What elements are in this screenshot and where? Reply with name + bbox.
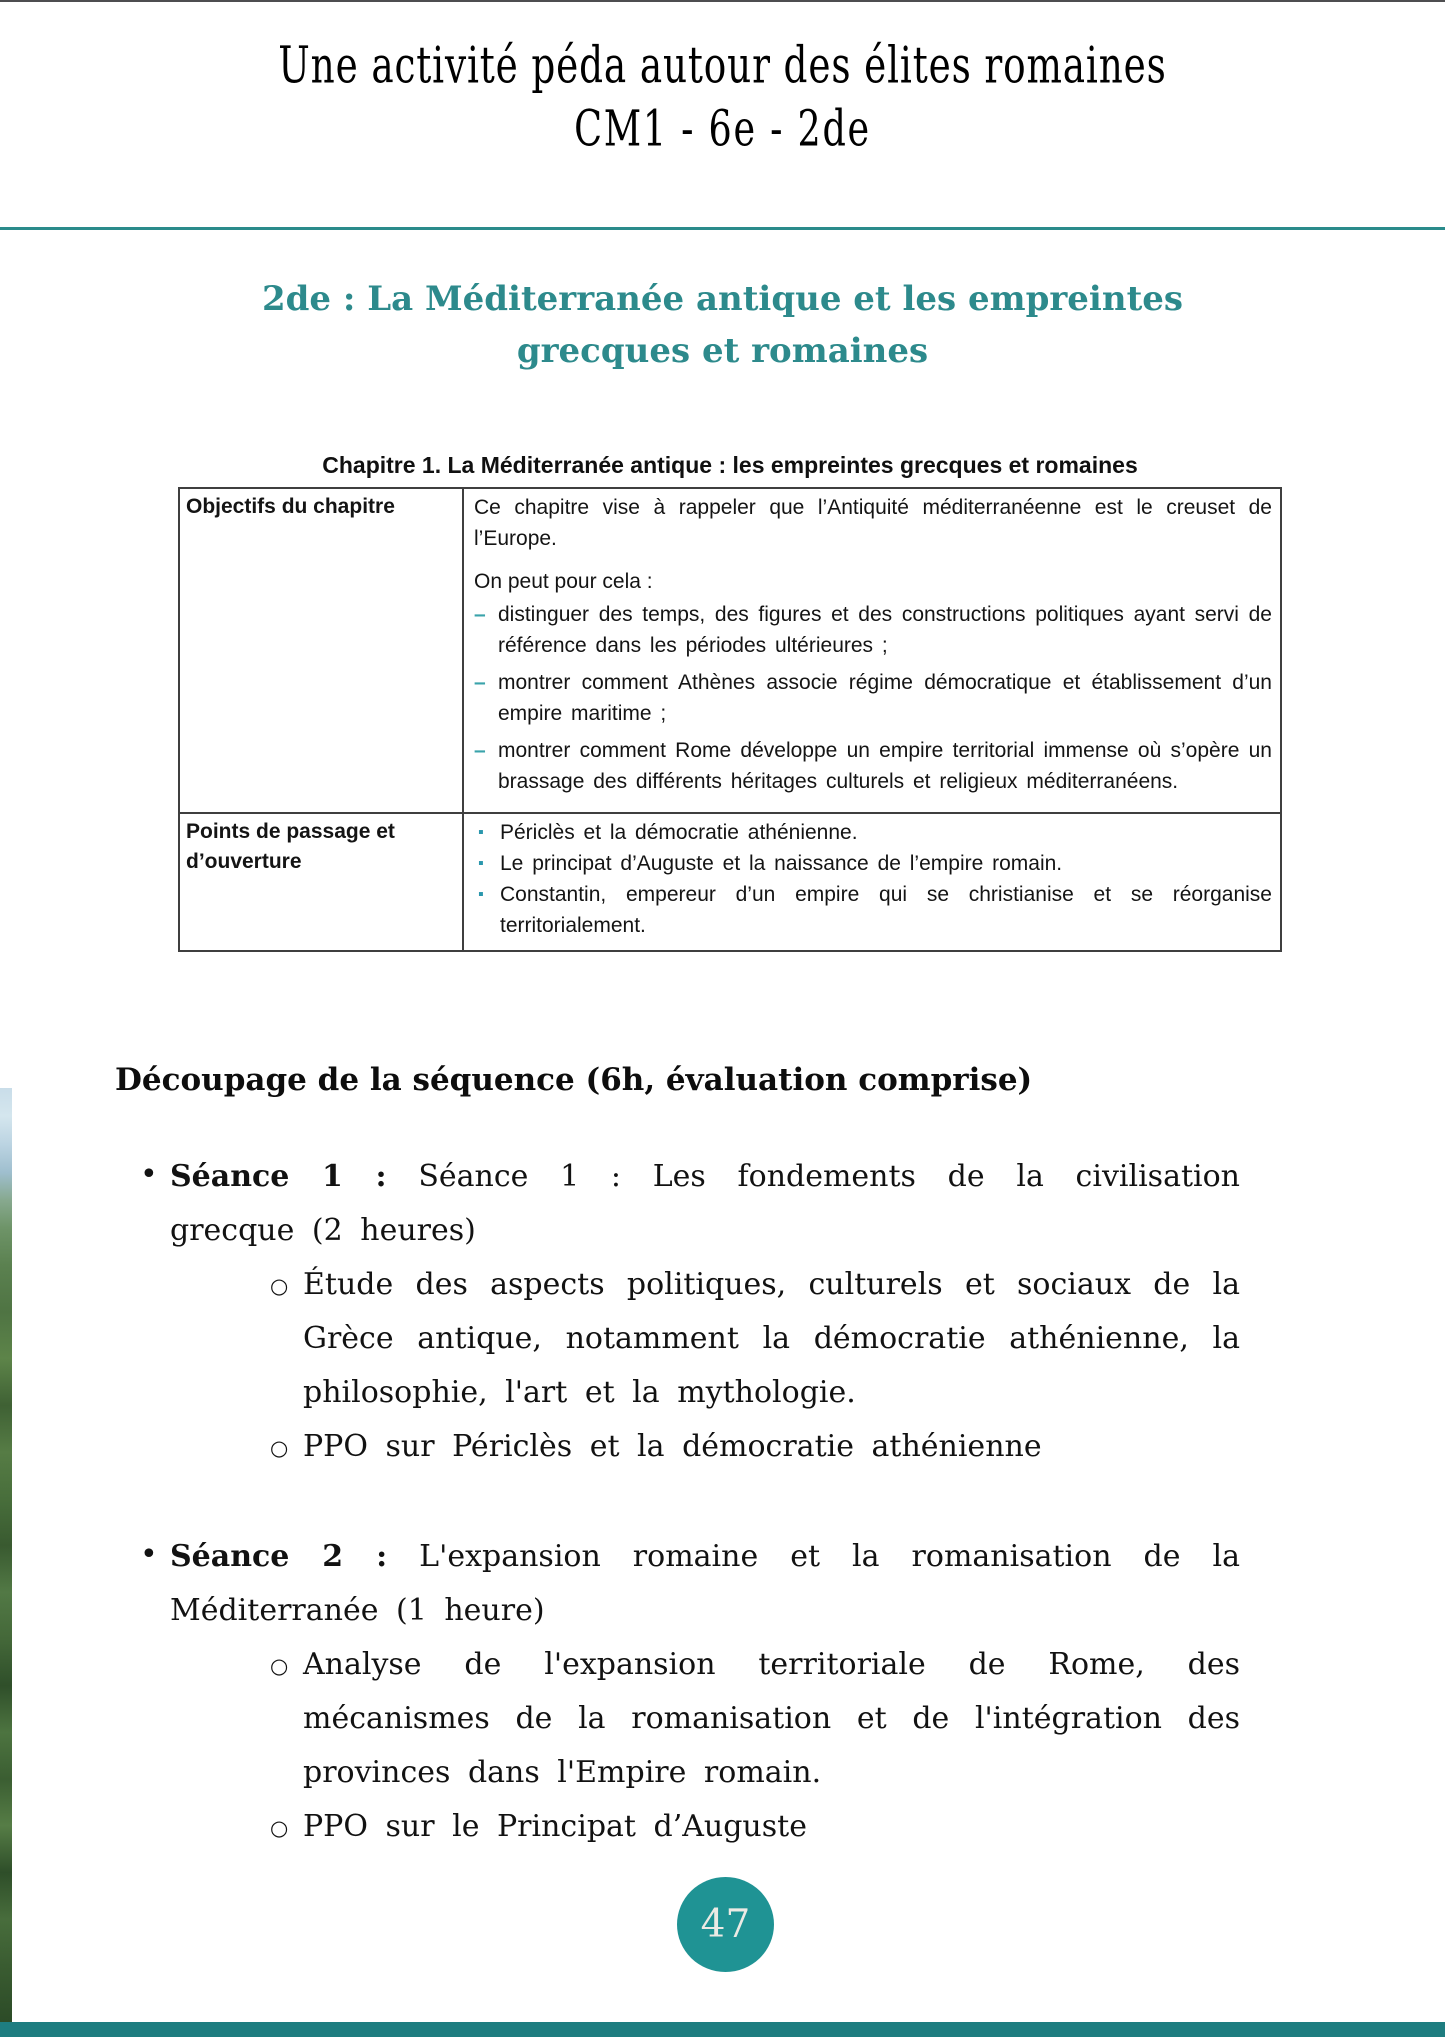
dash-item-text: montrer comment Athènes associe régime démocratique et établissement d’un empire maritime ; — [498, 671, 1272, 725]
section-heading — [0, 273, 1445, 377]
seance-2-label: Séance 2 : — [170, 1539, 388, 1574]
bullet-item-text: Le principat d’Auguste et la naissance de l’empire romain. — [500, 852, 1063, 875]
list-item — [474, 735, 1272, 797]
list-item — [474, 879, 1272, 941]
list-item — [474, 848, 1272, 879]
square-bullet-icon: ▪ — [478, 886, 484, 903]
seance-1-item — [140, 1150, 1240, 1474]
sequence-list — [140, 1150, 1240, 1854]
circle-bullet-icon: ○ — [270, 1274, 289, 1298]
subitem-text: Analyse de l'expansion territoriale de Rome, des mécanismes de la romanisation et de l'intégration des provinces dans l'Empire romain. — [303, 1647, 1240, 1790]
circle-bullet-icon: ○ — [270, 1436, 289, 1460]
square-bullet-icon: ▪ — [478, 824, 484, 841]
seance-2-sublist — [170, 1638, 1240, 1854]
seance-1-label: Séance 1 : — [170, 1159, 387, 1194]
objectifs-dash-list — [474, 599, 1272, 797]
list-item — [474, 599, 1272, 661]
page-number-badge — [677, 1877, 774, 1972]
seance-1-text: Séance 1 : Les fondements de la civilisation grecque (2 heures) — [170, 1159, 1241, 1248]
title-line-1: Une activité péda autour des élites romaines — [278, 36, 1167, 95]
document-title — [108, 34, 1336, 161]
section-heading-line-1: 2de : La Méditerranée antique et les empreintes — [261, 279, 1184, 319]
subitem-text: PPO sur Périclès et la démocratie athénienne — [303, 1429, 1042, 1464]
list-item — [270, 1638, 1240, 1800]
circle-bullet-icon: ○ — [270, 1654, 289, 1678]
dash-bullet-icon: – — [474, 739, 486, 762]
dash-item-text: distinguer des temps, des figures et des constructions politiques ayant servi de référence dans les périodes ultérieures ; — [498, 603, 1272, 657]
list-item — [270, 1800, 1240, 1854]
section-heading-line-2: grecques et romaines — [516, 331, 929, 371]
dash-bullet-icon: – — [474, 603, 486, 626]
row-content-objectifs — [463, 488, 1281, 813]
seance-1-sublist — [170, 1258, 1240, 1474]
list-item — [474, 667, 1272, 729]
row-header-points-de-passage: Points de passage et d’ouverture — [179, 813, 463, 951]
square-bullet-icon: ▪ — [478, 855, 484, 872]
objectifs-lead-in: On peut pour cela : — [474, 570, 653, 593]
subitem-text: Étude des aspects politiques, culturels et sociaux de la Grèce antique, notamment la démocratie athénienne, la philosophie, l'art et la mythologie. — [303, 1267, 1240, 1410]
title-line-2: CM1 - 6e - 2de — [574, 100, 871, 159]
teal-divider-line — [0, 227, 1445, 230]
points-bullet-list — [474, 817, 1272, 941]
disc-bullet-icon: • — [140, 1157, 158, 1192]
disc-bullet-icon: • — [140, 1537, 158, 1572]
list-item — [270, 1258, 1240, 1420]
top-border-line — [0, 0, 1445, 2]
table-row-objectifs — [179, 488, 1281, 813]
bullet-item-text: Périclès et la démocratie athénienne. — [500, 821, 858, 844]
subitem-text: PPO sur le Principat d’Auguste — [303, 1809, 807, 1844]
circle-bullet-icon: ○ — [270, 1816, 289, 1840]
page-number: 47 — [700, 1902, 751, 1947]
row-content-points-de-passage — [463, 813, 1281, 951]
objectifs-intro: Ce chapitre vise à rappeler que l’Antiquité méditerranéenne est le creuset de l’Europe. — [474, 496, 1272, 550]
seance-2-item — [140, 1530, 1240, 1854]
footer-bar — [0, 2022, 1445, 2037]
list-item — [270, 1420, 1240, 1474]
bullet-item-text: Constantin, empereur d’un empire qui se christianise et se réorganise territorialement. — [500, 883, 1272, 937]
dash-item-text: montrer comment Rome développe un empire territorial immense où s’opère un brassage des différents héritages culturels et religieux méditerranéens. — [498, 739, 1272, 793]
table-row-points-de-passage — [179, 813, 1281, 951]
table-caption: Chapitre 1. La Méditerranée antique : les empreintes grecques et romaines — [322, 452, 1138, 478]
seance-2-text: L'expansion romaine et la romanisation de la Méditerranée (1 heure) — [170, 1539, 1240, 1628]
sequence-heading: Découpage de la séquence (6h, évaluation comprise) — [115, 1062, 1033, 1098]
chapter-table — [178, 487, 1282, 952]
row-header-objectifs: Objectifs du chapitre — [179, 488, 463, 813]
dash-bullet-icon: – — [474, 671, 486, 694]
list-item — [474, 817, 1272, 848]
background-photo-edge — [0, 1088, 12, 2022]
